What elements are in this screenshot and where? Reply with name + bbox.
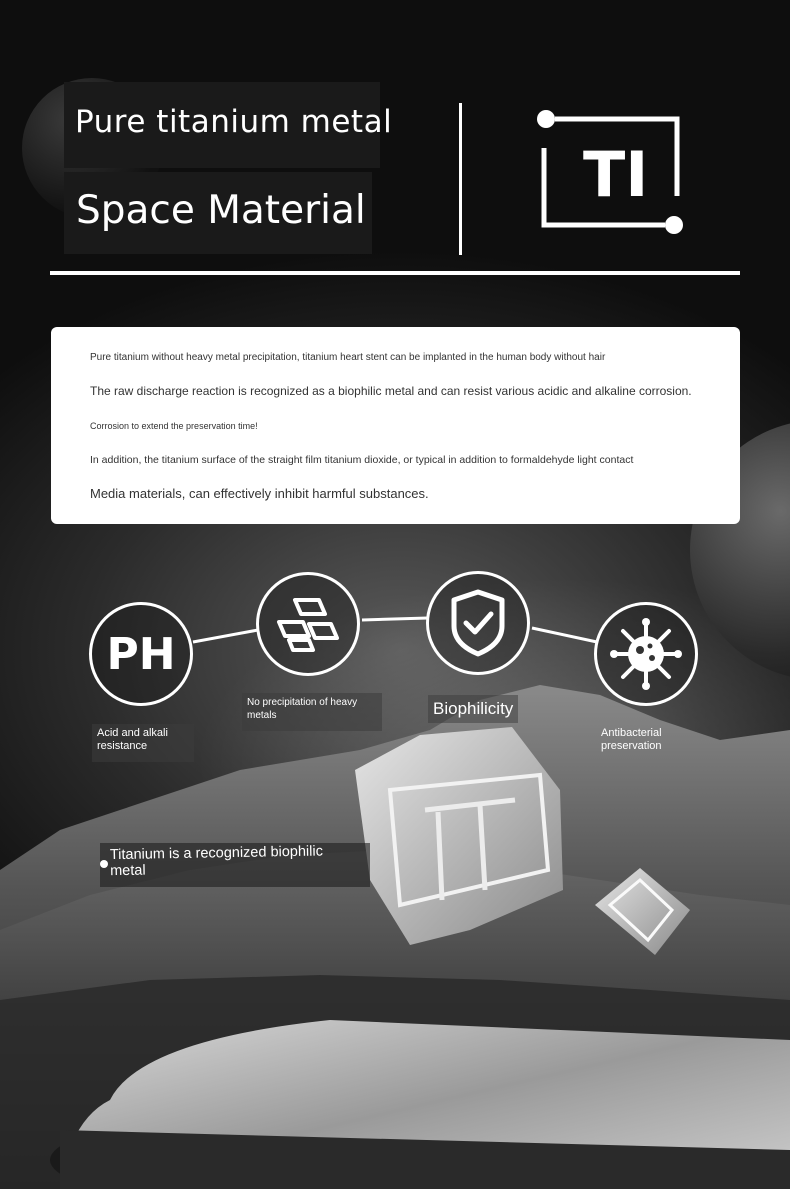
feature-label-acid-alkali: Acid and alkali resistance bbox=[92, 724, 194, 762]
description-line: Corrosion to extend the preservation time! bbox=[90, 421, 258, 431]
virus-icon bbox=[610, 618, 682, 690]
callout-text: Titanium is a recognized biophilic metal bbox=[109, 843, 324, 880]
feature-biophilicity bbox=[426, 571, 530, 675]
description-line: The raw discharge reaction is recognized as a biophilic metal and can resist various acidic and alkaline corrosion. bbox=[90, 384, 692, 398]
ph-icon: PH bbox=[106, 628, 176, 680]
feature-label-antibacterial: Antibacterial preservation bbox=[601, 727, 662, 752]
feature-label-heavy-metals: No precipitation of heavy metals bbox=[242, 693, 382, 731]
feature-heavy-metals bbox=[256, 572, 360, 676]
description-line: In addition, the titanium surface of the straight film titanium dioxide, or typical in addition to formaldehyde light contact bbox=[90, 454, 634, 466]
feature-label-biophilicity: Biophilicity bbox=[428, 695, 518, 723]
description-line: Pure titanium without heavy metal precipitation, titanium heart stent can be implanted in the human body without hair bbox=[90, 352, 606, 363]
description-line: Media materials, can effectively inhibit harmful substances. bbox=[90, 486, 429, 501]
title-line-1: Pure titanium metal bbox=[75, 104, 393, 140]
feature-ph bbox=[89, 602, 193, 706]
feature-antibacterial bbox=[594, 602, 698, 706]
shield-check-icon bbox=[448, 588, 508, 658]
metal-bars-icon bbox=[275, 594, 341, 654]
bullet-dot bbox=[100, 860, 108, 868]
title-line-2: Space Material bbox=[76, 188, 366, 233]
biophilic-callout bbox=[100, 843, 370, 887]
logo-text: TI bbox=[583, 138, 649, 211]
